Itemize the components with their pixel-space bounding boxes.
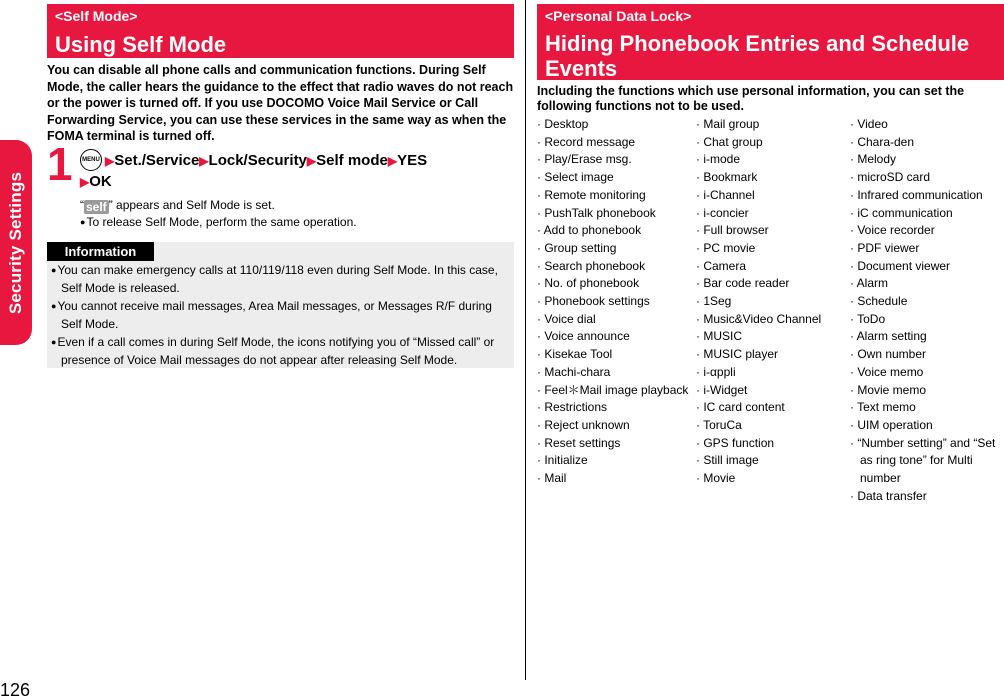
- step-number: 1: [47, 138, 73, 190]
- function-list-item: · i-concier: [696, 205, 749, 220]
- self-mode-intro: You can disable all phone calls and communication functions. During Self Mode, the caller hears the guidance to the effect that radio waves do not reach or the power is turned off. If you use DOCOMO Voice Mail Service or Call Forwarding Service, you can use these services in the same way as when the FOMA terminal is turned off.: [47, 63, 514, 144]
- function-list-item: · Reject unknown: [537, 417, 630, 432]
- personal-data-lock-tag: <Personal Data Lock>: [545, 8, 692, 24]
- function-list-item: · Full browser: [696, 223, 769, 238]
- function-list-item: · Melody: [850, 152, 897, 167]
- bullet-icon: ●: [51, 301, 57, 311]
- result-line: [80, 197, 515, 214]
- function-list-item: · Data transfer: [850, 488, 927, 503]
- self-mode-tag: <Self Mode>: [55, 8, 138, 24]
- side-tab-label: Security Settings: [6, 171, 25, 314]
- function-list-item: · Infrared communication: [850, 187, 983, 202]
- page-number: 126: [0, 680, 31, 697]
- information-item-text: You can make emergency calls at 110/119/118 even during Self Mode. In this case, Self Mode is released.: [57, 263, 498, 295]
- step-item: Lock/Security: [208, 152, 307, 169]
- result-note-text: To release Self Mode, perform the same operation.: [86, 215, 357, 229]
- information-item-text: Even if a call comes in during Self Mode, the icons notifying you of “Missed call” or presence of Voice Mail messages do not appear after releasing Self Mode.: [57, 335, 495, 367]
- function-list-item: · 1Seg: [696, 294, 732, 309]
- arrow-right-icon: ▶: [105, 154, 115, 168]
- arrow-right-icon: ▶: [80, 175, 90, 189]
- self-mode-banner: [47, 4, 514, 58]
- bullet-icon: ●: [51, 337, 57, 347]
- function-list-item: · MUSIC: [696, 329, 742, 344]
- result-note: [80, 214, 515, 230]
- function-list-item: · PushTalk phonebook: [537, 205, 656, 220]
- function-list-item: · Bookmark: [696, 170, 758, 185]
- function-list-item: · Still image: [696, 453, 759, 468]
- function-list-item: · ToruCa: [696, 417, 742, 432]
- function-list-item: · Video: [850, 117, 888, 131]
- information-item: [51, 334, 507, 369]
- function-list-item: · microSD card: [850, 170, 931, 185]
- function-list-item: · Voice dial: [537, 311, 596, 326]
- function-list-item: · PDF viewer: [850, 240, 920, 255]
- function-list-item: · Restrictions: [537, 400, 608, 415]
- function-list-item: · Alarm setting: [850, 329, 927, 344]
- function-list-item: · Remote monitoring: [537, 187, 646, 202]
- arrow-right-icon: ▶: [306, 154, 317, 168]
- function-list-item: · i-Channel: [696, 187, 755, 202]
- function-list-item: · Record message: [537, 134, 636, 149]
- personal-data-lock-intro: Including the functions which use personal information, you can set the following functions not to be used.: [537, 84, 965, 113]
- function-list-item: · Mail group: [696, 117, 760, 131]
- function-list-item: · Phonebook settings: [537, 294, 650, 309]
- step-item: OK: [89, 173, 112, 190]
- function-list-item: · “Number setting” and “Set as ring tone” for Multi number: [850, 435, 996, 486]
- result-text: ” appears and Self Mode is set.: [108, 198, 275, 212]
- function-list-item: · Kisekae Tool: [537, 347, 613, 362]
- arrow-right-icon: ▶: [199, 154, 209, 168]
- function-list-item: · Select image: [537, 170, 614, 185]
- function-list-item: · Desktop: [537, 117, 589, 131]
- function-list-item: · GPS function: [696, 435, 775, 450]
- function-list-item: · Chat group: [696, 134, 763, 149]
- function-list-item: · Reset settings: [537, 435, 621, 450]
- function-list-item: · Text memo: [850, 400, 916, 415]
- function-list-item: · Movie memo: [850, 382, 927, 397]
- column-divider: [525, 0, 526, 680]
- step-item: Set./Service: [114, 152, 200, 169]
- information-label: Information: [47, 242, 154, 261]
- function-list-item: · iC communication: [850, 205, 953, 220]
- personal-data-lock-banner: [537, 4, 1004, 80]
- function-list-item: · i-αppli: [696, 364, 736, 379]
- function-list-item: · Own number: [850, 347, 927, 362]
- function-list-item: · Bar code reader: [696, 276, 790, 291]
- function-list-col-1: [537, 116, 699, 488]
- function-list-item: · Add to phonebook: [537, 223, 642, 238]
- side-tab-label-wrap: [0, 140, 32, 345]
- function-list-item: · Schedule: [850, 294, 908, 309]
- function-list-item: · ToDo: [850, 311, 886, 326]
- function-list-col-2: [696, 116, 851, 488]
- information-item: [51, 262, 507, 297]
- step-item: YES: [397, 152, 428, 169]
- function-list-item: · Voice announce: [537, 329, 630, 344]
- information-box: [47, 242, 514, 368]
- function-list-item: · Feel＊Mail image playback: [537, 382, 689, 397]
- self-mode-title: Using Self Mode: [55, 32, 227, 57]
- function-list-item: · IC card content: [696, 400, 785, 415]
- function-list-item: · No. of phonebook: [537, 276, 640, 291]
- function-list-item: · i-mode: [696, 152, 741, 167]
- function-list-item: · PC movie: [696, 240, 756, 255]
- step-result: [80, 197, 515, 230]
- function-list-item: · Voice recorder: [850, 223, 935, 238]
- quote-mark: “: [80, 198, 84, 212]
- function-list-item: · Voice memo: [850, 364, 924, 379]
- personal-data-lock-title: Hiding Phonebook Entries and Schedule Events: [545, 31, 970, 81]
- function-list-item: · Music&Video Channel: [696, 311, 822, 326]
- information-list: [51, 262, 507, 370]
- menu-key-icon: MENU: [80, 149, 102, 171]
- self-mode-icon: self: [86, 200, 107, 214]
- function-list-item: · Play/Erase msg.: [537, 152, 632, 167]
- information-item-text: You cannot receive mail messages, Area Mail messages, or Messages R/F during Self Mode.: [57, 299, 492, 331]
- function-list-item: · Initialize: [537, 453, 588, 468]
- function-list-item: · Chara-den: [850, 134, 915, 149]
- function-list-col-3: [850, 116, 1000, 505]
- step-item: Self mode: [316, 152, 388, 169]
- function-list-item: · Mail: [537, 471, 567, 486]
- bullet-icon: ●: [80, 217, 86, 227]
- function-list-item: · Camera: [696, 258, 747, 273]
- function-list-item: · i-Widget: [696, 382, 748, 397]
- function-list-item: · MUSIC player: [696, 347, 779, 362]
- step-ok: [80, 171, 112, 193]
- information-item: [51, 298, 507, 333]
- function-list-item: · Machi-chara: [537, 364, 611, 379]
- function-list-item: · Movie: [696, 471, 736, 486]
- function-list-item: · Document viewer: [850, 258, 951, 273]
- arrow-right-icon: ▶: [387, 154, 398, 168]
- function-list-item: · Alarm: [850, 276, 889, 291]
- bullet-icon: ●: [51, 265, 57, 275]
- function-list-item: · UIM operation: [850, 417, 933, 432]
- function-list-item: · Group setting: [537, 240, 617, 255]
- function-list-item: · Search phonebook: [537, 258, 646, 273]
